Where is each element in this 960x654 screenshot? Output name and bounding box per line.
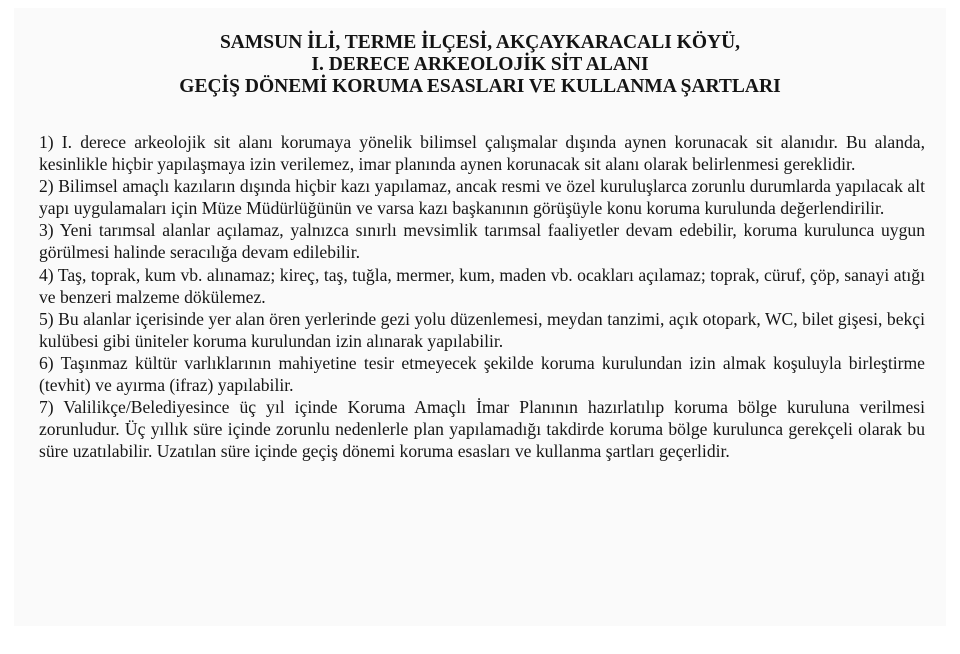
title-line-3: GEÇİŞ DÖNEMİ KORUMA ESASLARI VE KULLANMA ŞARTLARI: [179, 76, 781, 97]
paragraph-7: 7) Valilikçe/Belediyesince üç yıl içinde Koruma Amaçlı İmar Planının hazırlatılıp koruma bölge kuruluna verilmesi zorunludur. Üç yıllık süre içinde zorunlu nedenlerle plan yapılamadığı takdirde koruma bölge kurulunca gerekçeli olarak bu süre uzatılabilir. Uzatılan süre içinde geçiş dönemi koruma esasları ve kullanma şartları geçerlidir.: [39, 397, 925, 462]
paragraph-3: 3) Yeni tarımsal alanlar açılamaz, yalnızca sınırlı mevsimlik tarımsal faaliyetler devam edebilir, koruma kurulunca uygun görülmesi halinde seracılığa devam edilebilir.: [39, 220, 925, 263]
document-body: [39, 131, 925, 462]
paragraph-2: 2) Bilimsel amaçlı kazıların dışında hiçbir kazı yapılamaz, ancak resmi ve özel kuruluşlarca zorunlu durumlarda yapılacak alt yapı uygulamaları için Müze Müdürlüğünün ve varsa kazı başkanının görüşüyle konu koruma kurulunda değerlendirilir.: [39, 176, 925, 219]
document-title: [0, 32, 960, 98]
paragraph-1: 1) I. derece arkeolojik sit alanı korumaya yönelik bilimsel çalışmalar dışında aynen korunacak sit alanıdır. Bu alanda, kesinlikle hiçbir yapılaşmaya izin verilemez, imar planında aynen korunacak sit alanı olarak belirlenmesi gereklidir.: [39, 132, 925, 175]
title-line-2: I. DERECE ARKEOLOJİK SİT ALANI: [311, 54, 649, 75]
paragraph-6: 6) Taşınmaz kültür varlıklarının mahiyetine tesir etmeyecek şekilde koruma kurulundan izin almak koşuluyla birleştirme (tevhit) ve ayırma (ifraz) yapılabilir.: [39, 352, 925, 396]
title-line-1: SAMSUN İLİ, TERME İLÇESİ, AKÇAYKARACALI KÖYÜ,: [219, 32, 741, 53]
paragraph-4: 4) Taş, toprak, kum vb. alınamaz; kireç, taş, tuğla, mermer, kum, maden vb. ocakları açılamaz; toprak, cüruf, çöp, sanayi atığı ve benzeri malzeme dökülemez.: [39, 264, 925, 307]
paragraph-5: 5) Bu alanlar içerisinde yer alan ören yerlerinde gezi yolu düzenlemesi, meydan tanzimi, açık otopark, WC, bilet gişesi, bekçi kulübesi gibi üniteler koruma kurulundan izin alınarak yapılabilir.: [39, 308, 925, 351]
